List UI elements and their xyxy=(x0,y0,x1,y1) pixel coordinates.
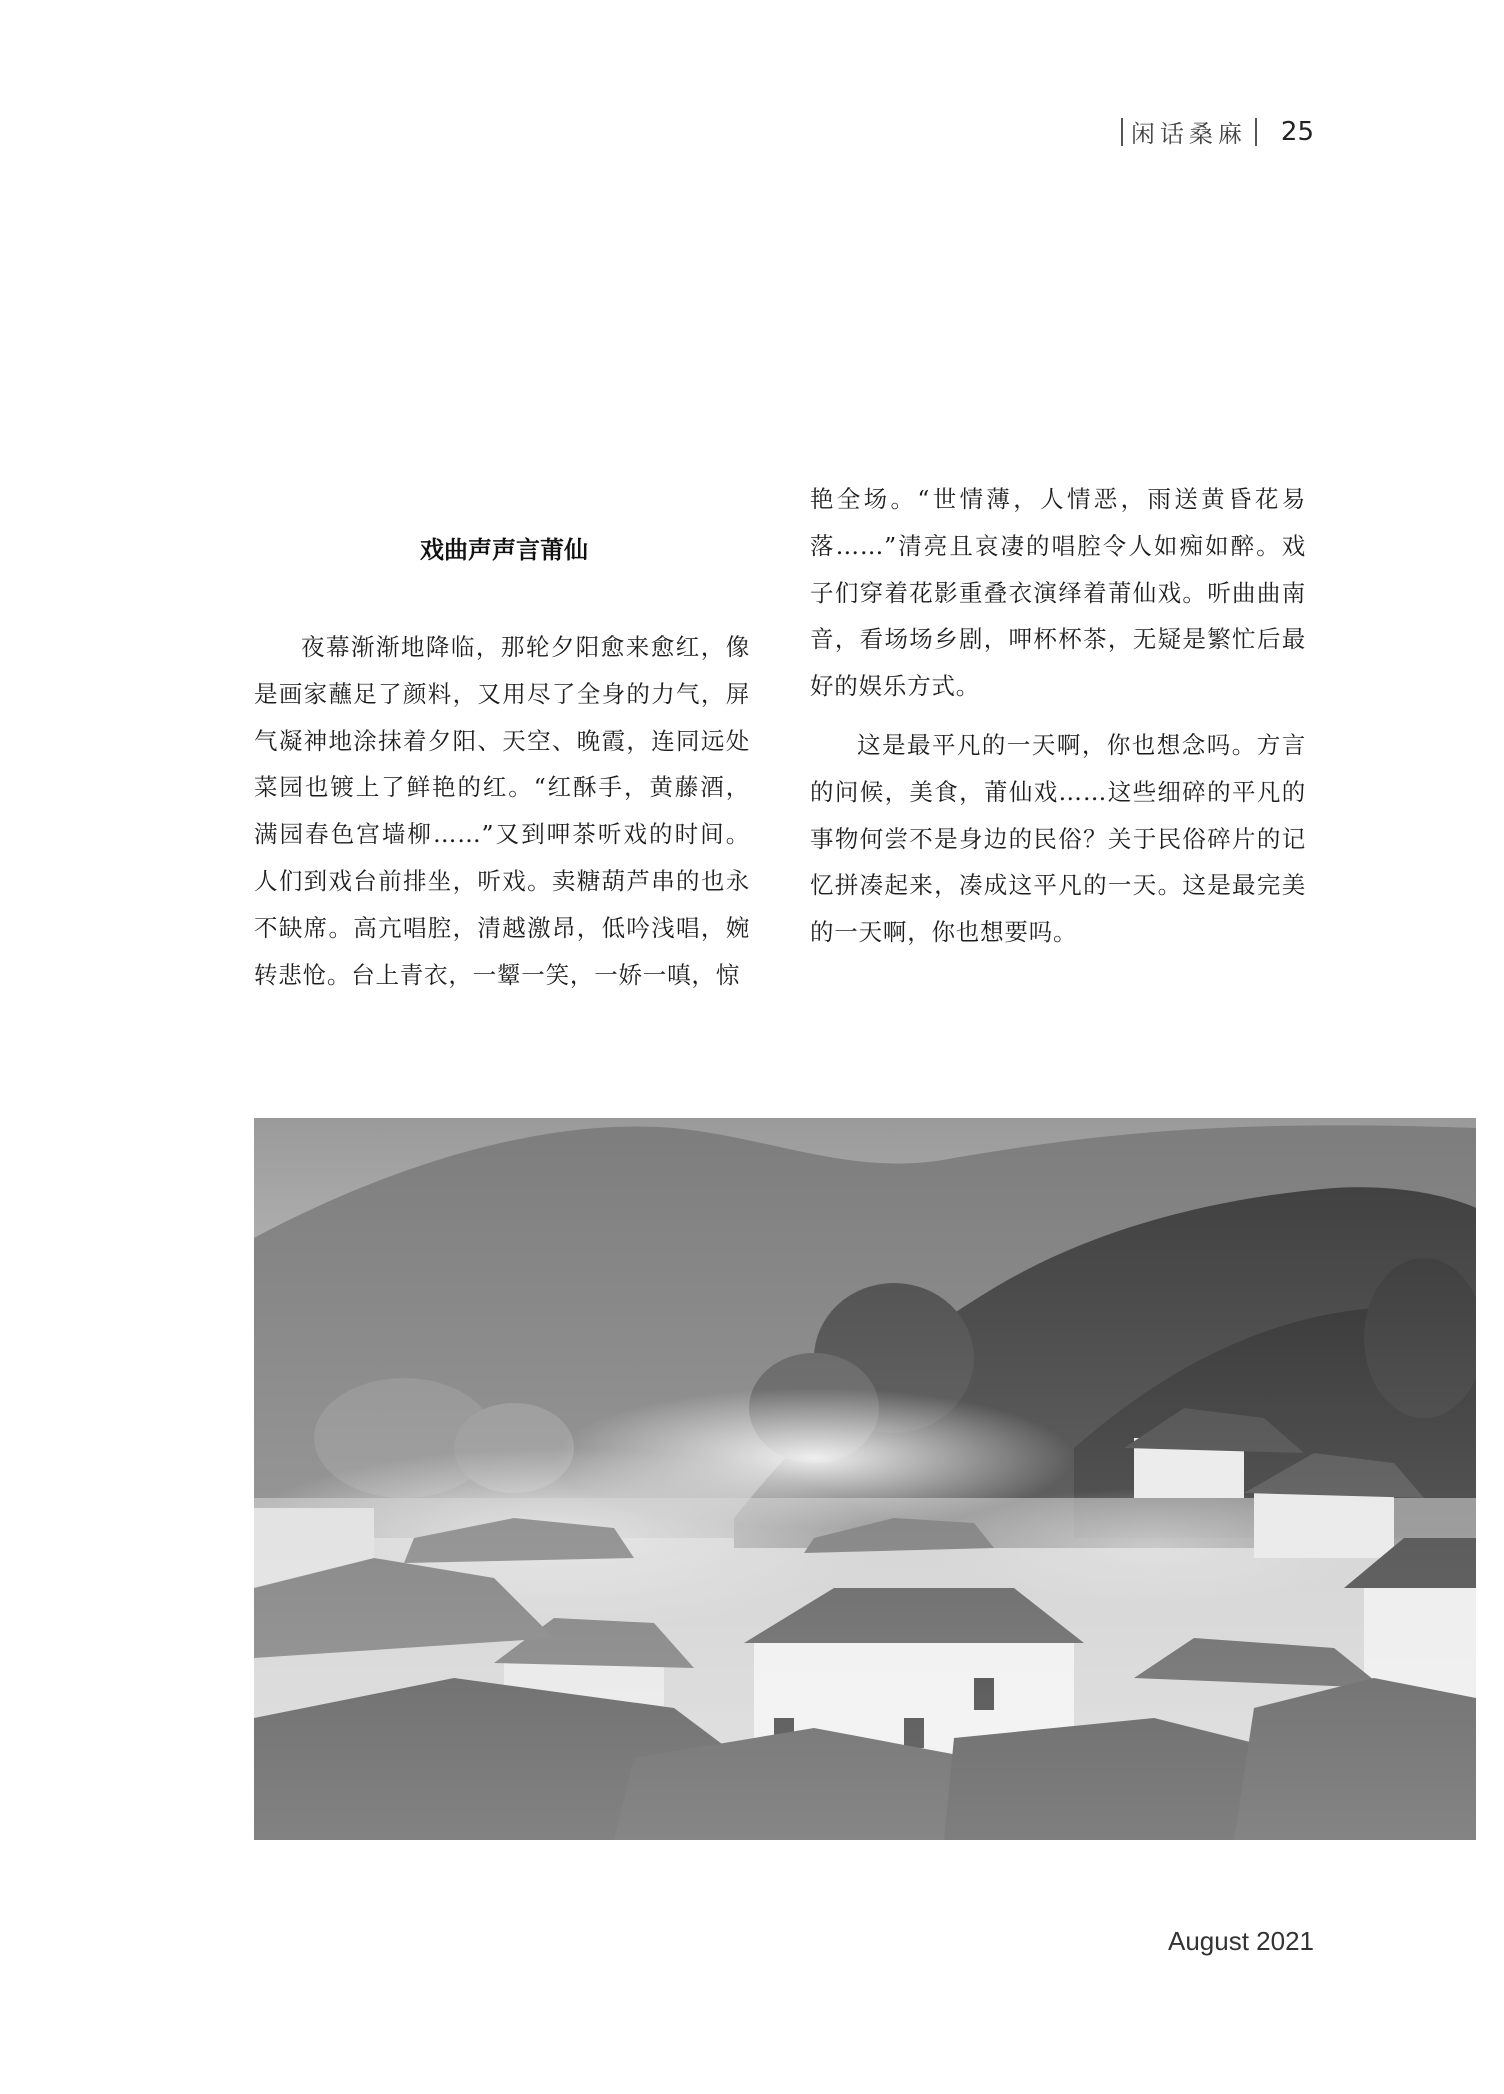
paragraph: 艳全场。“世情薄，人情恶，雨送黄昏花易落……”清亮且哀凄的唱腔令人如痴如醉。戏子们穿着花影重叠衣演绎着莆仙戏。听曲曲南音，看场场乡剧，呷杯杯茶，无疑是繁忙后最好的娱乐方式。 xyxy=(810,485,1306,701)
article-title: 戏曲声声言莆仙 xyxy=(420,536,588,564)
running-header xyxy=(1121,114,1314,149)
village-photo xyxy=(254,1118,1476,1840)
header-divider xyxy=(1121,118,1123,146)
paragraph: 这是最平凡的一天啊，你也想念吗。方言的问候，美食，莆仙戏……这些细碎的平凡的事物何尝不是身边的民俗？关于民俗碎片的记忆拼凑起来，凑成这平凡的一天。这是最完美的一天啊，你也想要吗。 xyxy=(810,730,1306,947)
paragraph: 夜幕渐渐地降临，那轮夕阳愈来愈红，像是画家蘸足了颜料，又用尽了全身的力气，屏气凝神地涂抹着夕阳、天空、晚霞，连同远处菜园也镀上了鲜艳的红。“红酥手，黄藤酒，满园春色宫墙柳……”又到呷茶听戏的时间。人们到戏台前排坐，听戏。卖糖葫芦串的也永不缺席。高亢唱腔，清越激昂，低吟浅唱，婉转悲怆。台上青衣，一颦一笑，一娇一嗔，惊 xyxy=(254,633,750,989)
right-column xyxy=(810,476,1306,956)
left-column xyxy=(254,624,750,998)
page-number: 25 xyxy=(1280,116,1314,147)
issue-date: August 2021 xyxy=(1167,1926,1314,1956)
section-name: 闲话桑麻 xyxy=(1130,120,1247,148)
header-divider xyxy=(1255,118,1257,146)
